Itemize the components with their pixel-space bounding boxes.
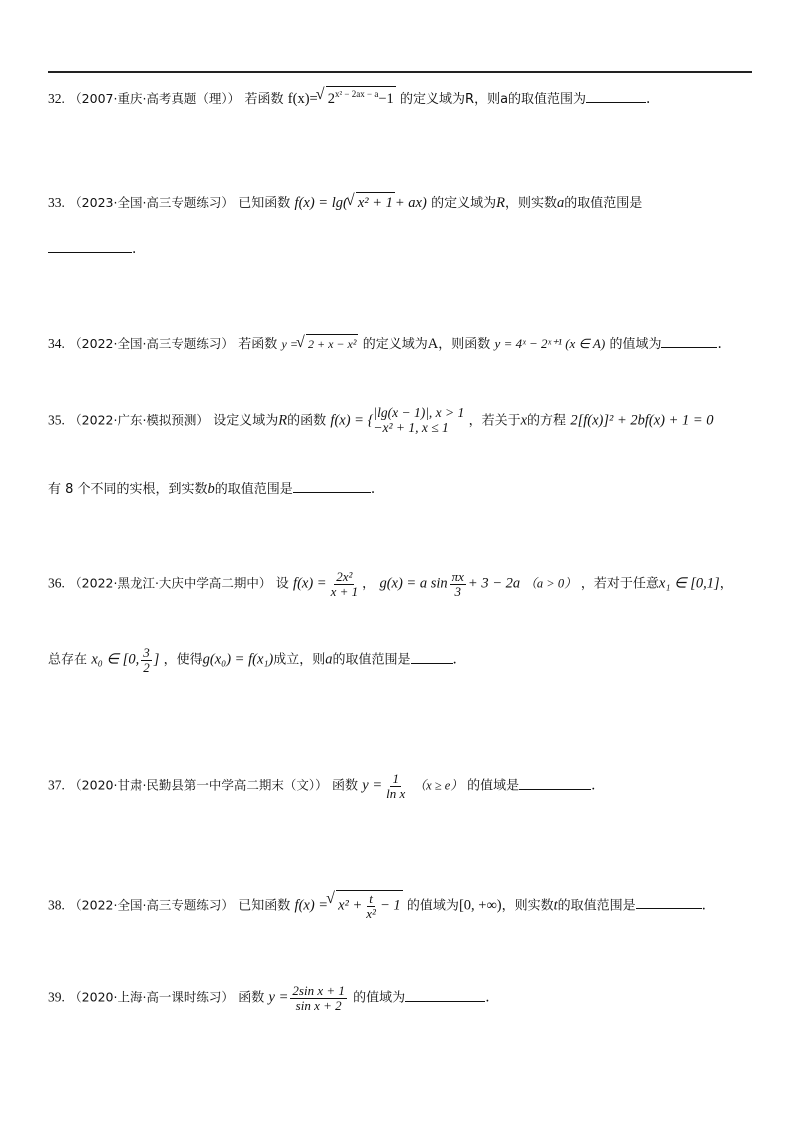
answer-blank[interactable] [586,90,646,103]
fraction: $\frac{\text{2x²}}{x + 1}$ [330,569,359,599]
formula: f(x)= [287,90,318,107]
formula: y = [281,337,298,351]
problem-source: （2022·广东·模拟预测） [69,412,209,428]
formula: y = 4ˣ − 2ˣ⁺¹ (x ∈ A) [494,336,606,351]
problem-37: 37. （2020·甘肃·民勤县第一中学高二期末（文）） 函数 y = $\frac{1}{\text{ln x}}$ （x ≥ e） 的值域是 . [48,771,596,801]
problem-number: 35. [48,412,65,428]
problem-source: （2022·全国·高三专题练习） [69,897,234,913]
problem-number: 39. [48,989,65,1005]
problem-33-line2: . [48,240,760,258]
answer-blank[interactable] [519,777,591,790]
answer-blank[interactable] [661,335,717,348]
formula-radical: √ x² + 1 [356,192,395,214]
problem-34: 34. （2022·全国·高三专题练习） 若函数 y =√ 2 + x − x² 的定义域为A，则函数 y = 4ˣ − 2ˣ⁺¹ (x ∈ A) 的值域为 . [48,334,760,355]
answer-blank[interactable] [293,480,371,493]
problem-source: （2020·上海·高一课时练习） [69,989,234,1005]
problem-33: 33. （2023·全国·高三专题练习） 已知函数 f(x) = lg(√ x² + 1 + ax) 的定义域为R，则实数a的取值范围是 [48,192,760,214]
problem-number: 38. [48,897,65,913]
problem-source: （2022·黑龙江·大庆中学高二期中） [69,575,272,591]
formula-radical: √ x² + $\frac{t}{\text{x²}}$ − 1 [336,890,403,920]
fraction: $\frac{t}{\text{x²}}$ [366,891,376,921]
problem-source: （2022·全国·高三专题练习） [69,336,234,351]
fraction: $\frac{\pi x}{3}$ [451,569,464,599]
formula: f(x) = lg( [294,195,348,211]
fraction: $\frac{\text{2sin x + 1}}{\text{sin x + 2}}$ [292,983,345,1013]
problem-number: 36. [48,575,65,591]
problem-source: （2007·重庆·高考真题（理）） [69,90,241,106]
problem-36: 36. （2022·黑龙江·大庆中学高二期中） 设 f(x) = $\frac{\text{2x²}}{x + 1}$ ， g(x) = a sin $\frac{\pi x}{3}$ + 3 − 2a （a > 0） ，若对于任意x₁ ∈ [0,1]， [48,569,733,599]
problem-number: 37. [48,777,65,793]
formula-radical: √ $2^{x^2 - 2ax - a}-1$ [326,86,396,109]
answer-blank[interactable] [405,989,485,1002]
problem-32: 32. （2007·重庆·高考真题（理）） 若函数 f(x)=√ $2^{x^2 - 2ax - a}-1$ 的定义域为R，则a的取值范围为 . [48,86,760,109]
answer-blank[interactable] [48,240,132,253]
formula: f(x) = { [330,412,374,429]
answer-blank[interactable] [636,896,702,909]
problem-35-line2: 有 8 个不同的实根，到实数b的取值范围是 . [48,481,376,497]
answer-blank[interactable] [411,651,453,664]
problem-number: 34. [48,336,65,351]
problem-number: 32. [48,90,65,106]
problem-number: 33. [48,195,65,210]
problem-35: 35. （2022·广东·模拟预测） 设定义域为R的函数 f(x) = {|lg(x − 1)|, x > 1 −x² + 1, x ≤ 1 ，若关于x的方程 2[f(x)]² + 2bf(x) + 1 = 0 [48,405,714,435]
fraction: $\frac{3}{2}$ [143,645,150,675]
problem-39: 39. （2020·上海·高一课时练习） 函数 y = $\frac{\text{2sin x + 1}}{\text{sin x + 2}}$ 的值域为 . [48,983,490,1013]
problem-source: （2020·甘肃·民勤县第一中学高二期末（文）） [69,777,328,793]
problem-36-line2: 总存在 x₀ ∈ [0, $\frac{3}{2}$ ] ，使得g(x₀) = f(x₁)成立，则a的取值范围是 . [48,645,457,675]
problem-38: 38. （2022·全国·高三专题练习） 已知函数 f(x) =√ x² + $\frac{t}{\text{x²}}$ − 1 的值域为[0, +∞)，则实数t的取值范围是 . [48,890,760,920]
header-rule [48,71,752,73]
problem-source: （2023·全国·高三专题练习） [69,195,234,210]
formula-radical: √ 2 + x − x² [306,334,358,352]
equation: 2[f(x)]² + 2bf(x) + 1 = 0 [570,412,714,429]
fraction: $\frac{1}{\text{ln x}}$ [386,771,406,801]
piecewise-cases: |lg(x − 1)|, x > 1 −x² + 1, x ≤ 1 [373,405,465,435]
